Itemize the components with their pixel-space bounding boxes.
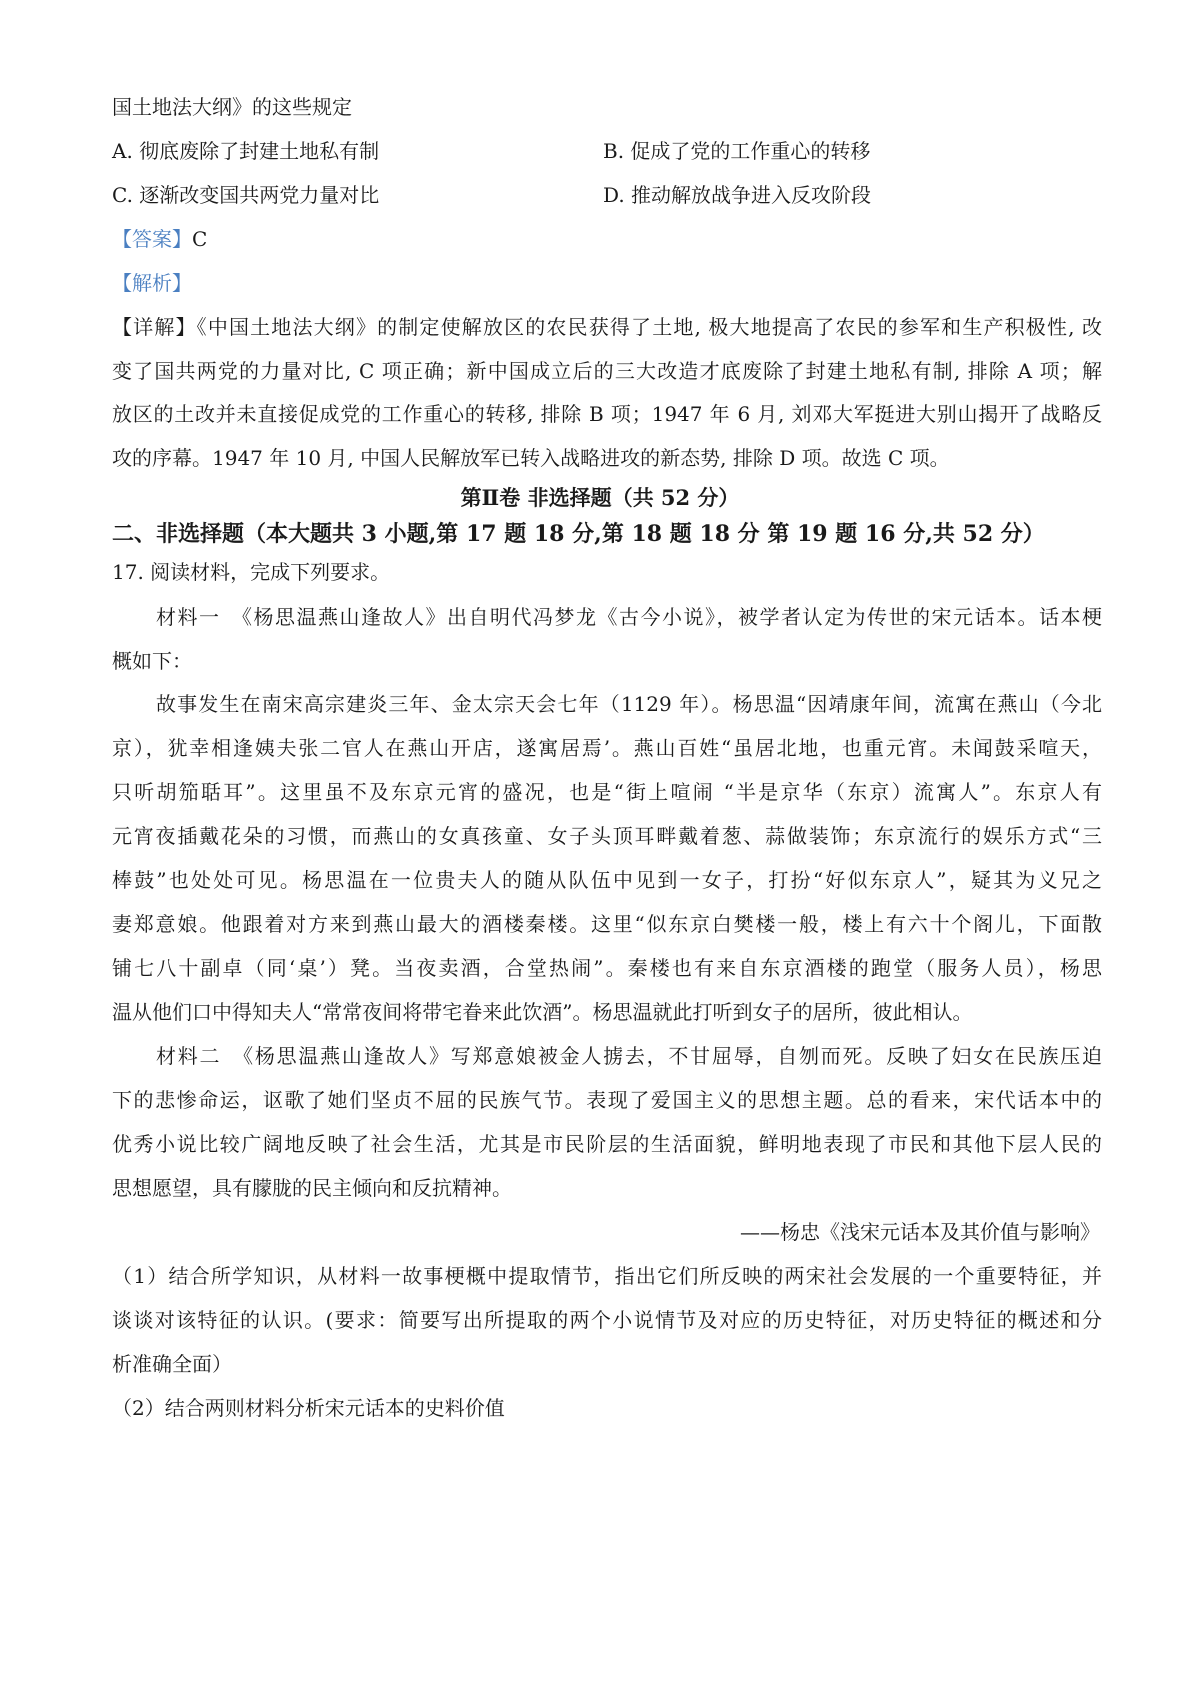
detail-label: 【详解】 — [112, 315, 197, 339]
material1-line-1: 材料一 《杨思温燕山逢故人》出自明代冯梦龙《古今小说》，被学者认定为传世的宋元话本。话本梗 — [156, 605, 1102, 629]
volume-title: 第Ⅱ卷 非选择题（共 52 分） — [460, 485, 740, 510]
story-line-2: 京），犹幸相逢姨夫张二官人在燕山开店，遂寓居焉’。燕山百姓“虽居北地，也重元宵。未闻鼓采喧天， — [112, 736, 1102, 760]
detail-line-1 — [112, 313, 1102, 341]
detail-line-3: 放区的土改并未直接促成党的工作重心的转移, 排除 B 项；1947 年 6 月, 刘邓大军挺进大别山揭开了战略反 — [112, 402, 1102, 426]
material2-line-2: 下的悲惨命运，讴歌了她们坚贞不屈的民族气节。表现了爱国主义的思想主题。总的看来，宋代话本中的 — [112, 1088, 1102, 1112]
story-line-7: 铺七八十副卓（同‘桌’）凳。当夜卖酒，合堂热闹”。秦楼也有来自东京酒楼的跑堂（服务人员），杨思 — [112, 956, 1102, 980]
subquestion-1-line-2: 谈谈对该特征的认识。(要求：简要写出所提取的两个小说情节及对应的历史特征，对历史特征的概述和分 — [112, 1308, 1102, 1332]
question-stem-tail: 国土地法大纲》的这些规定 — [112, 95, 352, 119]
detail-line-2: 变了国共两党的力量对比, C 项正确；新中国成立后的三大改造才底废除了封建土地私有制, 排除 A 项；解 — [112, 359, 1102, 383]
story-line-1: 故事发生在南宋高宗建炎三年、金太宗天会七年（1129 年）。杨思温“因靖康年间，流寓在燕山（今北 — [156, 692, 1102, 716]
story-line-8: 温从他们口中得知夫人“常常夜间将带宅眷来此饮酒”。杨思温就此打听到女子的居所，彼此相认。 — [112, 1000, 973, 1024]
material1-line-2: 概如下： — [112, 649, 192, 673]
subquestion-1-line-1: （1）结合所学知识，从材料一故事梗概中提取情节，指出它们所反映的两宋社会发展的一个重要特征，并 — [112, 1264, 1102, 1288]
answer-value: C — [192, 227, 208, 251]
material2-line-4: 思想愿望，具有朦胧的民主倾向和反抗精神。 — [112, 1176, 512, 1200]
material2-line-3: 优秀小说比较广阔地反映了社会生活，尤其是市民阶层的生活面貌，鲜明地表现了市民和其他下层人民的 — [112, 1132, 1102, 1156]
option-b: B. 促成了党的工作重心的转移 — [603, 139, 871, 163]
option-a: A. 彻底废除了封建土地私有制 — [112, 139, 380, 163]
story-line-6: 妻郑意娘。他跟着对方来到燕山最大的酒楼秦楼。这里“似东京白樊楼一般，楼上有六十个阁儿，下面散 — [112, 912, 1102, 936]
story-line-5: 棒鼓”也处处可见。杨思温在一位贵夫人的随从队伍中见到一女子，打扮“好似东京人”，疑其为义兄之 — [112, 868, 1102, 892]
section-heading: 二、非选择题（本大题共 3 小题,第 17 题 18 分,第 18 题 18 分 第 19 题 16 分,共 52 分） — [112, 521, 1045, 547]
subquestion-1-line-3: 析准确全面） — [112, 1352, 232, 1376]
detail-text-1: 《中国土地法大纲》的制定使解放区的农民获得了土地, 极大地提高了农民的参军和生产积极性, 改 — [196, 315, 1103, 339]
story-line-4: 元宵夜插戴花朵的习惯，而燕山的女真孩童、女子头顶耳畔戴着葱、蒜做装饰；东京流行的娱乐方式“三 — [112, 824, 1102, 848]
option-d: D. 推动解放战争进入反攻阶段 — [603, 183, 872, 207]
answer-line — [112, 225, 1102, 253]
story-line-3: 只听胡笳聒耳”。这里虽不及东京元宵的盛况，也是“街上喧闹 “半是京华（东京）流寓人”。东京人有 — [112, 780, 1102, 804]
analysis-label: 【解析】 — [112, 271, 192, 295]
answer-label: 【答案】 — [112, 227, 192, 251]
q17-stem: 17. 阅读材料，完成下列要求。 — [112, 560, 391, 584]
detail-line-4: 攻的序幕。1947 年 10 月, 中国人民解放军已转入战略进攻的新态势, 排除 D 项。故选 C 项。 — [112, 446, 950, 470]
subquestion-2: （2）结合两则材料分析宋元话本的史料价值 — [112, 1396, 505, 1420]
option-c: C. 逐渐改变国共两党力量对比 — [112, 183, 380, 207]
material2-line-1: 材料二 《杨思温燕山逢故人》写郑意娘被金人掳去，不甘屈辱，自刎而死。反映了妇女在民族压迫 — [156, 1044, 1102, 1068]
source-citation: ——杨忠《浅宋元话本及其价值与影响》 — [740, 1220, 1100, 1244]
